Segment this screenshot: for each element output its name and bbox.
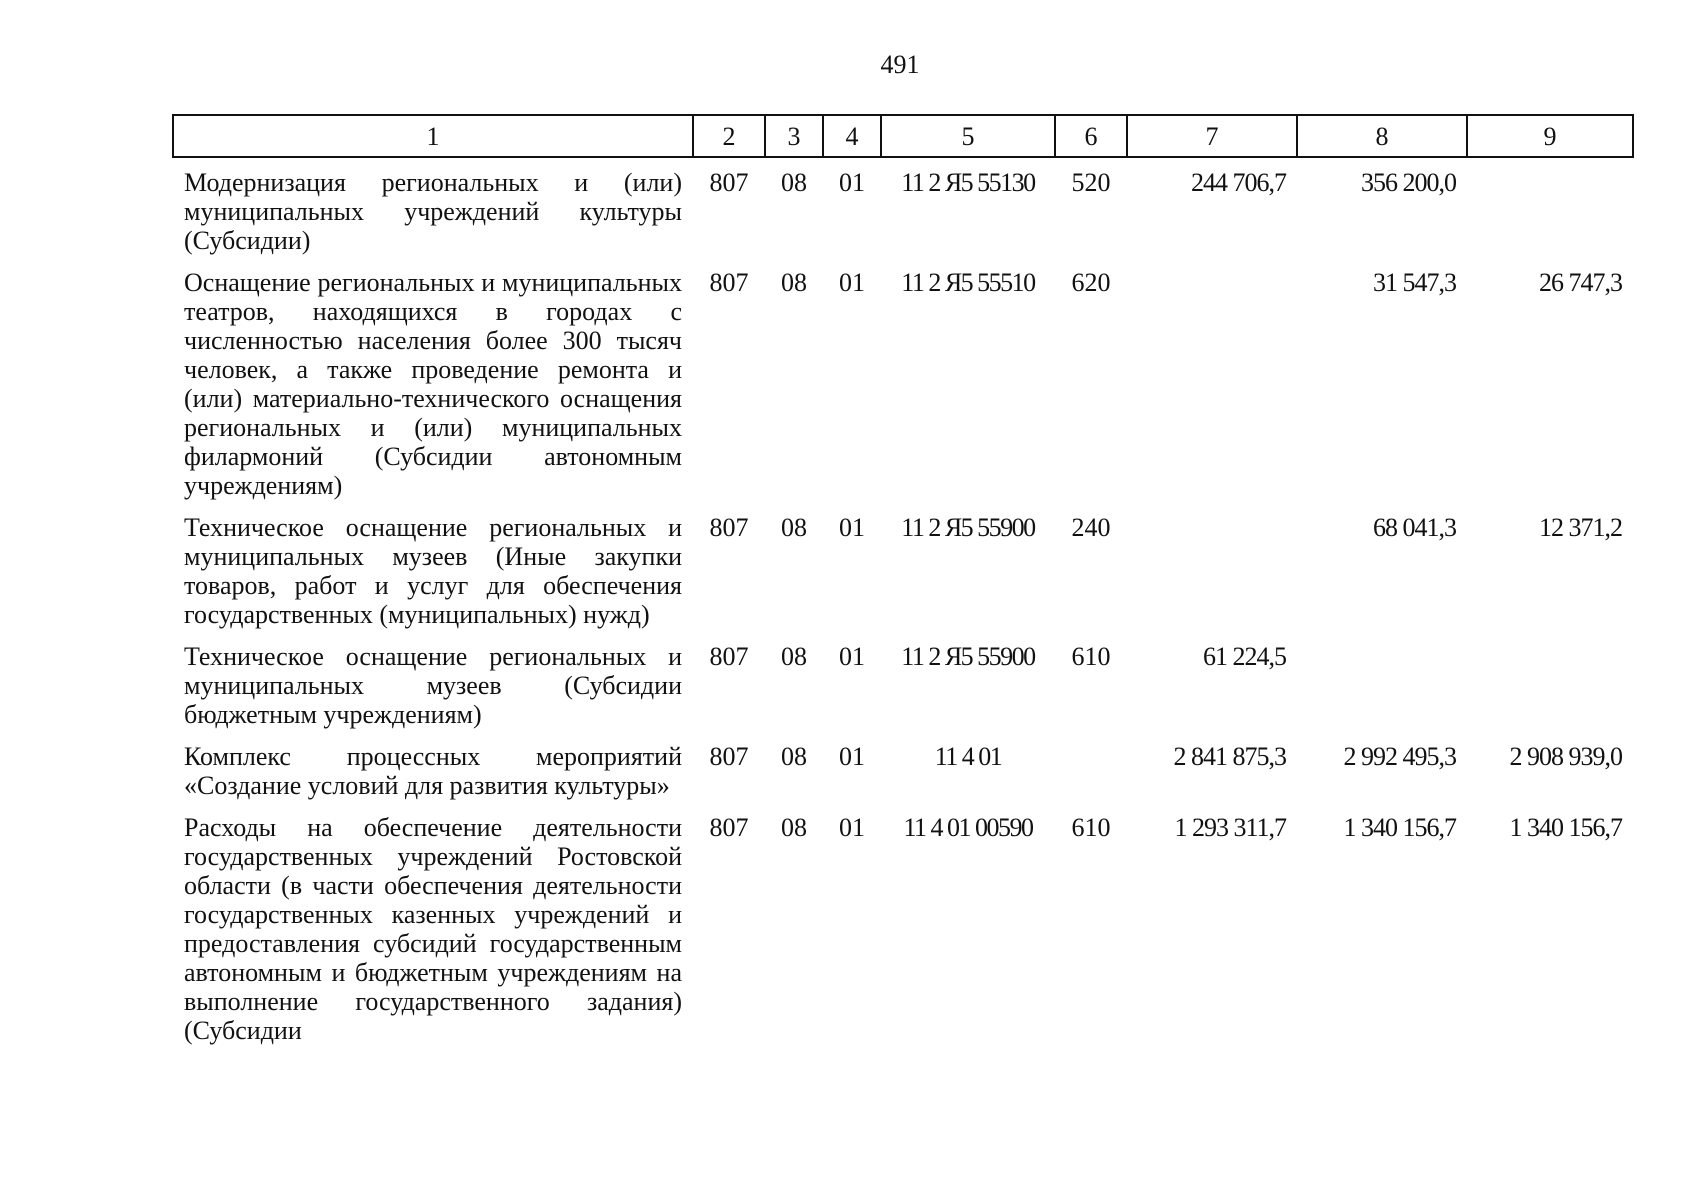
row-description: Комплекс процессных мероприятий «Создание условий для развития культуры» xyxy=(184,742,682,800)
expense-type-code: 610 xyxy=(1071,813,1111,842)
amount-col-8: 2 992 495,3 xyxy=(1343,742,1456,771)
ministry-code: 807 xyxy=(709,168,749,197)
page-number: 491 xyxy=(880,50,920,79)
column-header-2: 2 xyxy=(693,115,765,157)
amount-col-9 xyxy=(1467,642,1633,742)
subsection-code: 01 xyxy=(839,268,865,297)
amount-col-9: 26 747,3 xyxy=(1539,268,1622,297)
table-row xyxy=(173,513,1633,642)
target-article-code: 11 2 Я5 55900 xyxy=(901,642,1035,671)
amount-col-7 xyxy=(1127,513,1297,642)
subsection-code: 01 xyxy=(839,642,865,671)
ministry-code: 807 xyxy=(709,513,749,542)
column-header-7: 7 xyxy=(1127,115,1297,157)
section-code: 08 xyxy=(781,168,807,197)
target-article-code: 11 2 Я5 55510 xyxy=(901,268,1035,297)
table-row xyxy=(173,268,1633,513)
column-header-8: 8 xyxy=(1297,115,1467,157)
amount-col-7: 61 224,5 xyxy=(1203,642,1286,671)
row-description: Расходы на обеспечение деятельности государственных учреждений Ростовской области (в части обеспечения деятельности государственных казенных учреждений и предоставления субсидий государственным автономным и бюджетным учреждениям на выполнение государственного задания) (Субсидии xyxy=(184,813,682,1045)
expense-type-code: 620 xyxy=(1071,268,1111,297)
amount-col-7: 2 841 875,3 xyxy=(1173,742,1286,771)
target-article-code: 11 2 Я5 55900 xyxy=(901,513,1035,542)
section-code: 08 xyxy=(781,642,807,671)
ministry-code: 807 xyxy=(709,642,749,671)
column-header-1: 1 xyxy=(173,115,693,157)
table-row xyxy=(173,157,1633,268)
ministry-code: 807 xyxy=(709,268,749,297)
amount-col-9 xyxy=(1467,157,1633,268)
amount-col-8: 1 340 156,7 xyxy=(1343,813,1456,842)
target-article-code: 11 2 Я5 55130 xyxy=(901,168,1035,197)
row-description: Техническое оснащение региональных и муниципальных музеев (Субсидии бюджетным учреждениям) xyxy=(184,642,682,729)
amount-col-9: 12 371,2 xyxy=(1539,513,1622,542)
amount-col-8 xyxy=(1297,642,1467,742)
header-row xyxy=(173,115,1633,157)
ministry-code: 807 xyxy=(709,742,749,771)
row-description: Модернизация региональных и (или) муниципальных учреждений культуры (Субсидии) xyxy=(184,168,682,255)
subsection-code: 01 xyxy=(839,513,865,542)
row-description: Техническое оснащение региональных и муниципальных музеев (Иные закупки товаров, работ и услуг для обеспечения государственных (муниципальных) нужд) xyxy=(184,513,682,629)
column-header-3: 3 xyxy=(765,115,823,157)
table-row xyxy=(173,813,1633,1058)
section-code: 08 xyxy=(781,513,807,542)
expense-type-code xyxy=(1055,742,1127,813)
budget-table xyxy=(172,114,1634,1058)
row-description: Оснащение региональных и муниципальных театров, находящихся в городах с численностью населения более 300 тысяч человек, а также проведение ремонта и (или) материально-технического оснащения региональных и (или) муниципальных филармоний (Субсидии автономным учреждениям) xyxy=(184,268,682,500)
section-code: 08 xyxy=(781,268,807,297)
amount-col-8: 68 041,3 xyxy=(1373,513,1456,542)
amount-col-9: 1 340 156,7 xyxy=(1509,813,1622,842)
subsection-code: 01 xyxy=(839,813,865,842)
ministry-code: 807 xyxy=(709,813,749,842)
amount-col-7: 1 293 311,7 xyxy=(1174,813,1286,842)
amount-col-7: 244 706,7 xyxy=(1191,168,1286,197)
amount-col-8: 31 547,3 xyxy=(1373,268,1456,297)
section-code: 08 xyxy=(781,813,807,842)
amount-col-8: 356 200,0 xyxy=(1361,168,1456,197)
expense-type-code: 520 xyxy=(1071,168,1111,197)
amount-col-7 xyxy=(1127,268,1297,513)
target-article-code: 11 4 01 00590 xyxy=(903,813,1033,842)
column-header-6: 6 xyxy=(1055,115,1127,157)
subsection-code: 01 xyxy=(839,168,865,197)
column-header-9: 9 xyxy=(1467,115,1633,157)
column-header-4: 4 xyxy=(823,115,881,157)
target-article-code: 11 4 01 xyxy=(934,742,1002,771)
column-header-5: 5 xyxy=(881,115,1055,157)
section-code: 08 xyxy=(781,742,807,771)
amount-col-9: 2 908 939,0 xyxy=(1509,742,1622,771)
subsection-code: 01 xyxy=(839,742,865,771)
table-row xyxy=(173,742,1633,813)
expense-type-code: 240 xyxy=(1071,513,1111,542)
expense-type-code: 610 xyxy=(1071,642,1111,671)
table-row xyxy=(173,642,1633,742)
